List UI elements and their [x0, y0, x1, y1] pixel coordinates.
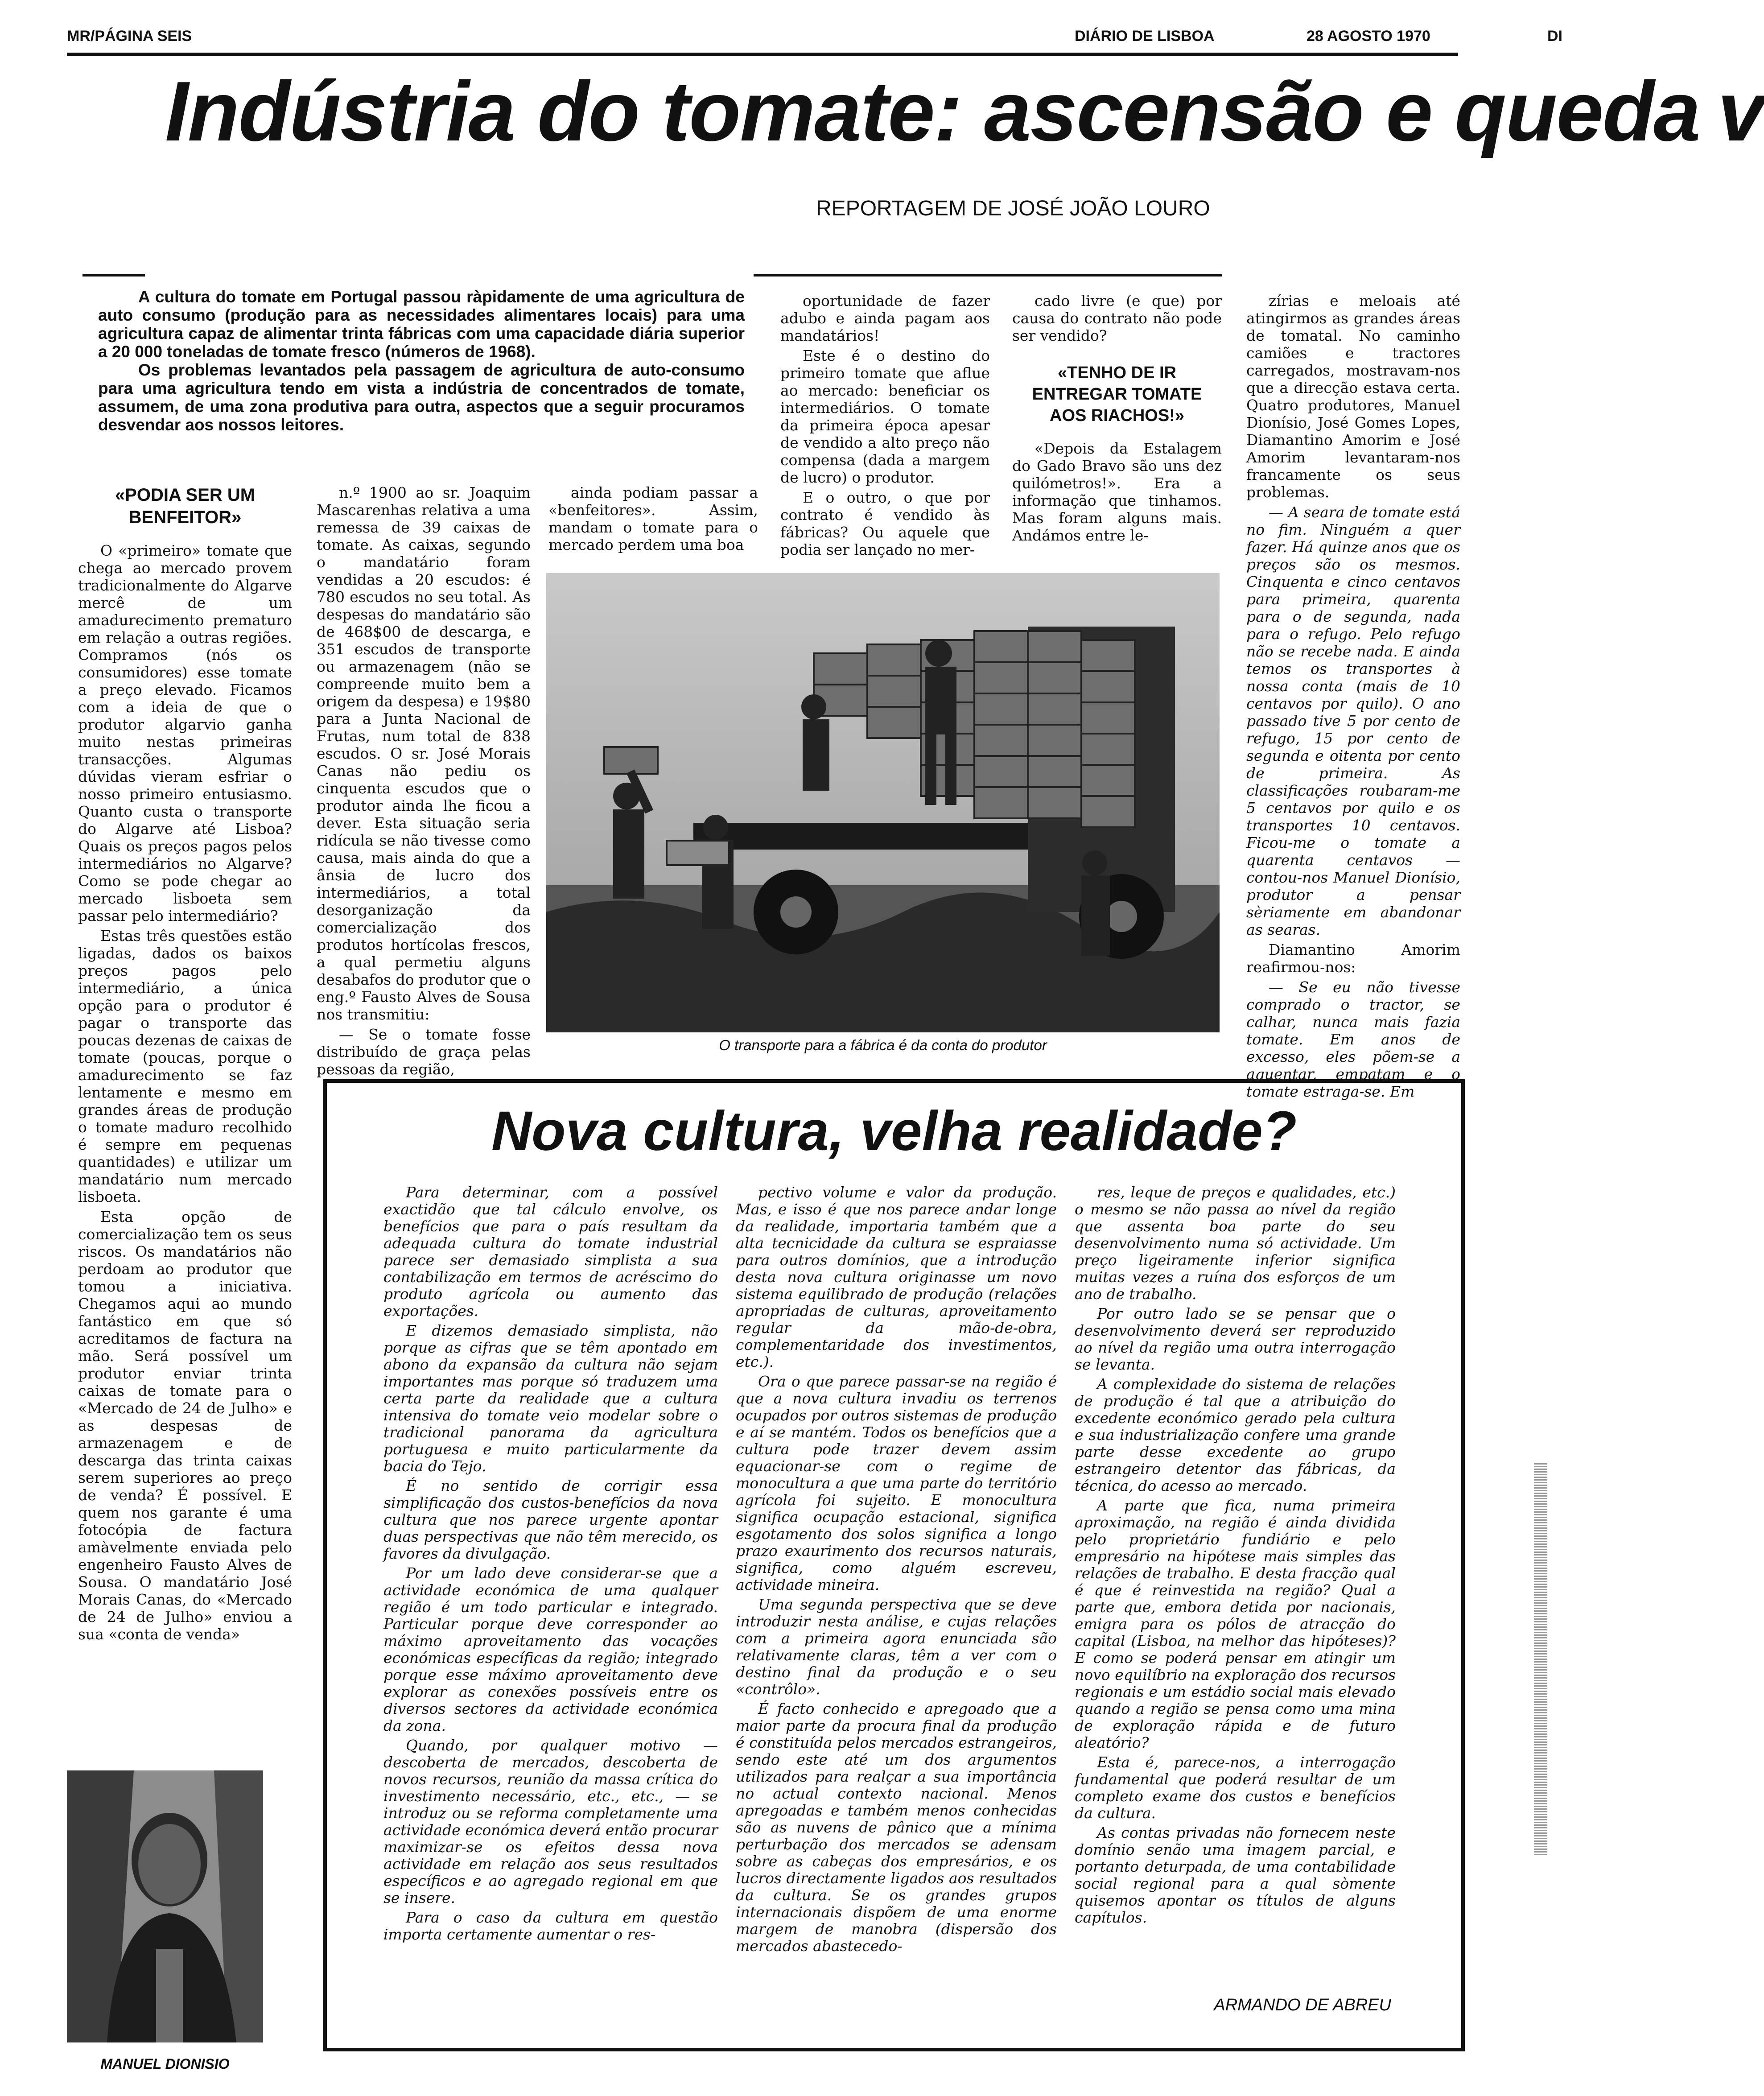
- portrait-caption: MANUEL DIONISIO: [100, 2056, 230, 2072]
- byline-rule: [754, 274, 1222, 276]
- masthead-rule: [67, 53, 1458, 56]
- paragraph: «Depois da Estalagem do Gado Bravo são uns dez quilómetros!». Era a informação que tinhamos. Mas foram alguns mais. Andámos entre le-: [1012, 440, 1222, 544]
- portrait-illustration: [67, 1770, 263, 2042]
- author-signature: ARMANDO DE ABREU: [1214, 1996, 1391, 2014]
- sidebar-title: Nova cultura, velha realidade?: [491, 1100, 1297, 1162]
- paragraph: Por outro lado se se pensar que o desenvolvimento deverá ser reproduzido ao nível da região uma outra interrogação se levanta.: [1075, 1305, 1396, 1373]
- paragraph: A complexidade do sistema de relações de produção é tal que a atribuição do excedente económico gerado pela cultura e sua industrialização confere uma grande parte desse excedente ao grupo estrangeiro detentor das fábricas, da técnica, do acesso ao mercado.: [1075, 1375, 1396, 1494]
- paragraph: Estas três questões estão ligadas, dados os baixos preços pagos pelo intermediário, a única opção para o produtor é pagar o transporte das poucas dezenas de caixas de tomate (poucas, porque o amadurecimento se faz lentamente e mesmo em grandes áreas de produção o tomate maduro recolhido é sempre em pequenas quantidades) e utilizar um mandatário num mercado lisboeta.: [78, 927, 292, 1205]
- newspaper-name: DIÁRIO DE LISBOA: [1075, 28, 1215, 45]
- paragraph: Por um lado deve considerar-se que a actividade económica de uma qualquer região é um todo particular e integrado. Particular porque deve corresponder ao máximo aproveitamento das vocações económicas específicas da região; integrado porque esse máximo aproveitamento deve explorar as conexões possíveis entre os diversos sectores da actividade económica da zona.: [383, 1564, 718, 1734]
- paragraph: E dizemos demasiado simplista, não porque as cifras que se têm apontado em abono da expansão da cultura não sejam importantes mas porque só traduzem uma certa parte da realidade que a cultura intensiva do tomate veio modelar sobre o tradicional panorama da agricultura portuguesa e muito particularmente da bacia do Tejo.: [383, 1322, 718, 1475]
- paragraph: Este é o destino do primeiro tomate que aflue ao mercado: beneficiar os intermediários. O tomate da primeira época apesar de vendido a alto preço não compensa (dada a margem de lucro) o produtor.: [780, 347, 990, 486]
- paragraph: Esta opção de comercialização tem os seus riscos. Os mandatários não perdoam ao produtor que tomou a iniciativa. Chegamos aqui ao mundo fantástico em que só acreditamos de factura na mão. Será possível um produtor enviar trinta caixas de tomate para o «Mercado de 24 de Julho» e as despesas de armazenagem e de descarga das trinta caixas serem superiores ao preço de venda? É possível. E quem nos garante é uma fotocópia de factura amàvelmente enviada pelo engenheiro Fausto Alves de Sousa. O mandatário José Morais Canas, do «Mercado de 24 de Julho» enviou a sua «conta de venda»: [78, 1208, 292, 1643]
- paragraph: E o outro, o que por contrato é vendido às fábricas? Ou aquele que podia ser lançado no mer-: [780, 489, 990, 558]
- page-number: MR/PÁGINA SEIS: [67, 28, 192, 45]
- subhead-benfeitor: «PODIA SER UM BENFEITOR»: [115, 485, 256, 527]
- headline-cut-letter: v: [1717, 64, 1764, 159]
- article-column-2: [317, 484, 531, 1078]
- sidebar-column-1: [383, 1184, 718, 2013]
- main-headline: [165, 60, 1764, 163]
- article-lead: [98, 288, 745, 434]
- paragraph: cado livre (e que) por causa do contrato não pode ser vendido?: [1012, 292, 1222, 344]
- lead-paragraph: A cultura do tomate em Portugal passou ràpidamente de uma agricultura de auto consumo (produção para as necessidades alimentares locais) para uma agricultura capaz de alimentar trinta fábricas com uma capacidade diária superior a 20 000 toneladas de tomate fresco (números de 1968).: [98, 288, 745, 361]
- paragraph: Ora o que parece passar-se na região é que a nova cultura invadiu os terrenos ocupados por outros sistemas de produção e aí se mantém. Todos os benefícios que a cultura pode trazer devem assim equacionar-se com o regime de monocultura a que uma parte do território agrícola foi sujeito. E monocultura significa ocupação estacional, significa esgotamento dos solos significa a longo prazo exaurimento dos recursos naturais, significa, como alguém escreveu, actividade mineira.: [736, 1373, 1057, 1593]
- paragraph: O «primeiro» tomate que chega ao mercado provem tradicionalmente do Algarve mercê de um amadurecimento prematuro em relação a outras regiões. Compramos (nós os consumidores) esse tomate a preço elevado. Ficamos com a ideia de que o produtor algarvio ganha muito nestas primeiras transacções. Algumas dúvidas vieram esfriar o nosso primeiro entusiasmo. Quanto custa o transporte do Algarve até Lisboa? Quais os preços pagos pelos intermediários no Algarve? Como se pode chegar ao mercado lisboeta sem passar pelo intermediário?: [78, 542, 292, 924]
- scan-artifact: [1534, 1463, 1547, 1855]
- article-column-1: [78, 542, 292, 1648]
- paragraph: A parte que fica, numa primeira aproximação, na região é ainda dividida pelo proprietário fundiário e pelo empresário na hipótese mais simples das relações de trabalho. E desta fracção qual é que é reinvestida na região? Qual a parte que, embora detida por nacionais, emigra para os pólos de atracção do capital (Lisboa, na melhor das hipóteses)? E como se poderá pensar em atingir um novo equilíbrio na exploração dos recursos regionais e um estádio social mais elevado quando a região se pensa como uma mina de exploração rápida e de futuro aleatório?: [1075, 1497, 1396, 1751]
- headline-text: Indústria do tomate: ascensão e queda: [165, 64, 1700, 159]
- paragraph: zírias e meloais até atingirmos as grandes áreas de tomatal. No caminho camiões e tractores carregados, mostravam-nos que a direcção estava certa. Quatro produtores, Manuel Dionísio, José Gomes Lopes, Diamantino Amorim e José Amorim levantaram-nos francamente os seus problemas.: [1246, 292, 1460, 501]
- paragraph: Uma segunda perspectiva que se deve introduzir nesta análise, e cujas relações com a primeira agora enunciada são relativamente claras, têm a ver com o destino final da produção e o seu «contrôlo».: [736, 1596, 1057, 1698]
- paragraph: pectivo volume e valor da produção. Mas, e isso é que nos parece andar longe da realidade, importaria também que a alta tecnicidade da cultura se espraiasse para outros domínios, que a introdução desta nova cultura originasse um novo sistema equilibrado de produção (relações apropriadas de culturas, aproveitamento regular da mão-de-obra, complementaridade dos investimentos, etc.).: [736, 1184, 1057, 1370]
- article-column-5: [1012, 292, 1222, 569]
- truck-illustration: [546, 573, 1220, 1032]
- sidebar-column-2: [736, 1184, 1057, 2022]
- paragraph: É facto conhecido e apregoado que a maior parte da procura final da produção é constituída pelos mercados estrangeiros, sendo este até um dos argumentos utilizados para realçar a sua importância no actual contexto nacional. Menos apregoadas e também menos conhecidas são as nuvens de pânico que a mínima perturbação dos mercados se adensam sobre as cabeças dos empresários, e os lucros directamente ligados aos resultados da cultura. Se os grandes grupos internacionais dispõem de uma enorme margem de manobra (dispersão dos mercados abastecedo-: [736, 1700, 1057, 1955]
- paragraph: Esta é, parece-nos, a interrogação fundamental que poderá resultar de um completo exame dos custos e benefícios da cultura.: [1075, 1754, 1396, 1822]
- paragraph: Diamantino Amorim reafirmou-nos:: [1246, 941, 1460, 976]
- paragraph: As contas privadas não fornecem neste domínio senão uma imagem parcial, e portanto deturpada, de uma contabilidade social regional para a qual sòmente quisemos apontar os títulos de alguns capítulos.: [1075, 1824, 1396, 1926]
- paragraph: Quando, por qualquer motivo — descoberta de mercados, descoberta de novos recursos, reunião da massa crítica do investimento necessário, etc., etc., — se introduz ou se reforma completamente uma actividade económica deverá então procurar maximizar-se os efeitos dessa nova actividade em relação aos seus resultados específicos e ao agregado regional em que se insere.: [383, 1737, 718, 1906]
- paragraph: oportunidade de fazer adubo e ainda pagam aos mandatários!: [780, 292, 990, 344]
- issue-date: 28 AGOSTO 1970: [1307, 28, 1430, 45]
- photo-caption: O transporte para a fábrica é da conta do produtor: [719, 1037, 1047, 1053]
- paragraph: ainda podiam passar a «benfeitores». Assim, mandam o tomate para o mercado perdem uma boa: [548, 484, 758, 553]
- paragraph: — Se eu não tivesse comprado o tractor, se calhar, nunca mais fazia tomate. Em anos de excesso, eles põem-se a aguentar, empatam e o tomate estraga-se. Em: [1246, 978, 1460, 1100]
- article-column-6: [1246, 292, 1460, 1100]
- masthead-edge: DI: [1547, 28, 1562, 45]
- article-column-3: [548, 484, 758, 569]
- subhead-riachos: «TENHO DE IR ENTREGAR TOMATE AOS RIACHOS!»: [1032, 363, 1202, 425]
- paragraph: n.º 1900 ao sr. Joaquim Mascarenhas relativa a uma remessa de 39 caixas de tomate. As caixas, segundo o mandatário foram vendidas a 20 escudos: é 780 escudos no seu total. As despesas do mandatário são de 468$00 de descarga, e 351 escudos de transporte ou armazenagem (não se compreende muito bem a origem da despesa) e 19$80 para a Junta Nacional de Frutas, num total de 838 escudos. O sr. José Morais Canas não pediu os cinquenta escudos que o produtor ainda lhe ficou a dever. Esta situação seria ridícula se não tivesse como causa, mais ainda do que a ânsia de lucro dos intermediários, a total desorganização da comercialização dos produtos hortícolas frescos, a qual permetiu alguns desabafos do produtor que o eng.º Fausto Alves de Sousa nos transmitiu:: [317, 484, 531, 1023]
- paragraph: Para o caso da cultura em questão importa certamente aumentar o res-: [383, 1909, 718, 1943]
- paragraph: Para determinar, com a possível exactidão que tal cálculo envolve, os benefícios que para o país resultam da adequada cultura do tomate industrial parece ser demasiado simplista a sua contabilização em termos de acréscimo do produto agrícola ou aumento das exportações.: [383, 1184, 718, 1320]
- paragraph: res, leque de preços e qualidades, etc.) o mesmo se não passa ao nível da região que assenta boa parte do seu desenvolvimento numa só actividade. Um preço ligeiramente inferior significa muitas vezes a ruína dos esforços de um ano de trabalho.: [1075, 1184, 1396, 1303]
- truck-photo: [546, 573, 1220, 1032]
- portrait-photo: [67, 1770, 263, 2042]
- paragraph: — Se o tomate fosse distribuído de graça pelas pessoas da região,: [317, 1026, 531, 1078]
- lead-paragraph: Os problemas levantados pela passagem de agricultura de auto-consumo para uma agricultura tendo em vista a indústria de concentrados de tomate, assumem, de uma zona produtiva para outra, aspectos que a seguir procuramos desvendar aos nossos leitores.: [98, 361, 745, 434]
- paragraph: É no sentido de corrigir essa simplificação dos custos-benefícios da nova cultura que nos parece urgente apontar duas perspectivas que não têm merecido, os favores da divulgação.: [383, 1477, 718, 1562]
- article-column-4: [780, 292, 990, 569]
- sidebar-column-3: [1075, 1184, 1396, 1982]
- lead-rule: [82, 274, 145, 276]
- byline: REPORTAGEM DE JOSÉ JOÃO LOURO: [816, 197, 1210, 220]
- paragraph: — A seara de tomate está no fim. Ninguém a quer fazer. Há quinze anos que os preços são os mesmos. Cinquenta e cinco centavos para primeira, quarenta para o de segunda, nada para o refugo. Pelo refugo não se recebe nada. E ainda temos os transportes à nossa conta (mais de 10 centavos por quilo). O ano passado tive 5 por cento de refugo, 15 por cento de segunda e oitenta por cento de primeira. As classificações roubaram-me 5 centavos por quilo e os transportes 10 centavos. Ficou-me o tomate a quarenta centavos — contou-nos Manuel Dionísio, produtor a pensar sèriamente em abandonar as searas.: [1246, 503, 1460, 938]
